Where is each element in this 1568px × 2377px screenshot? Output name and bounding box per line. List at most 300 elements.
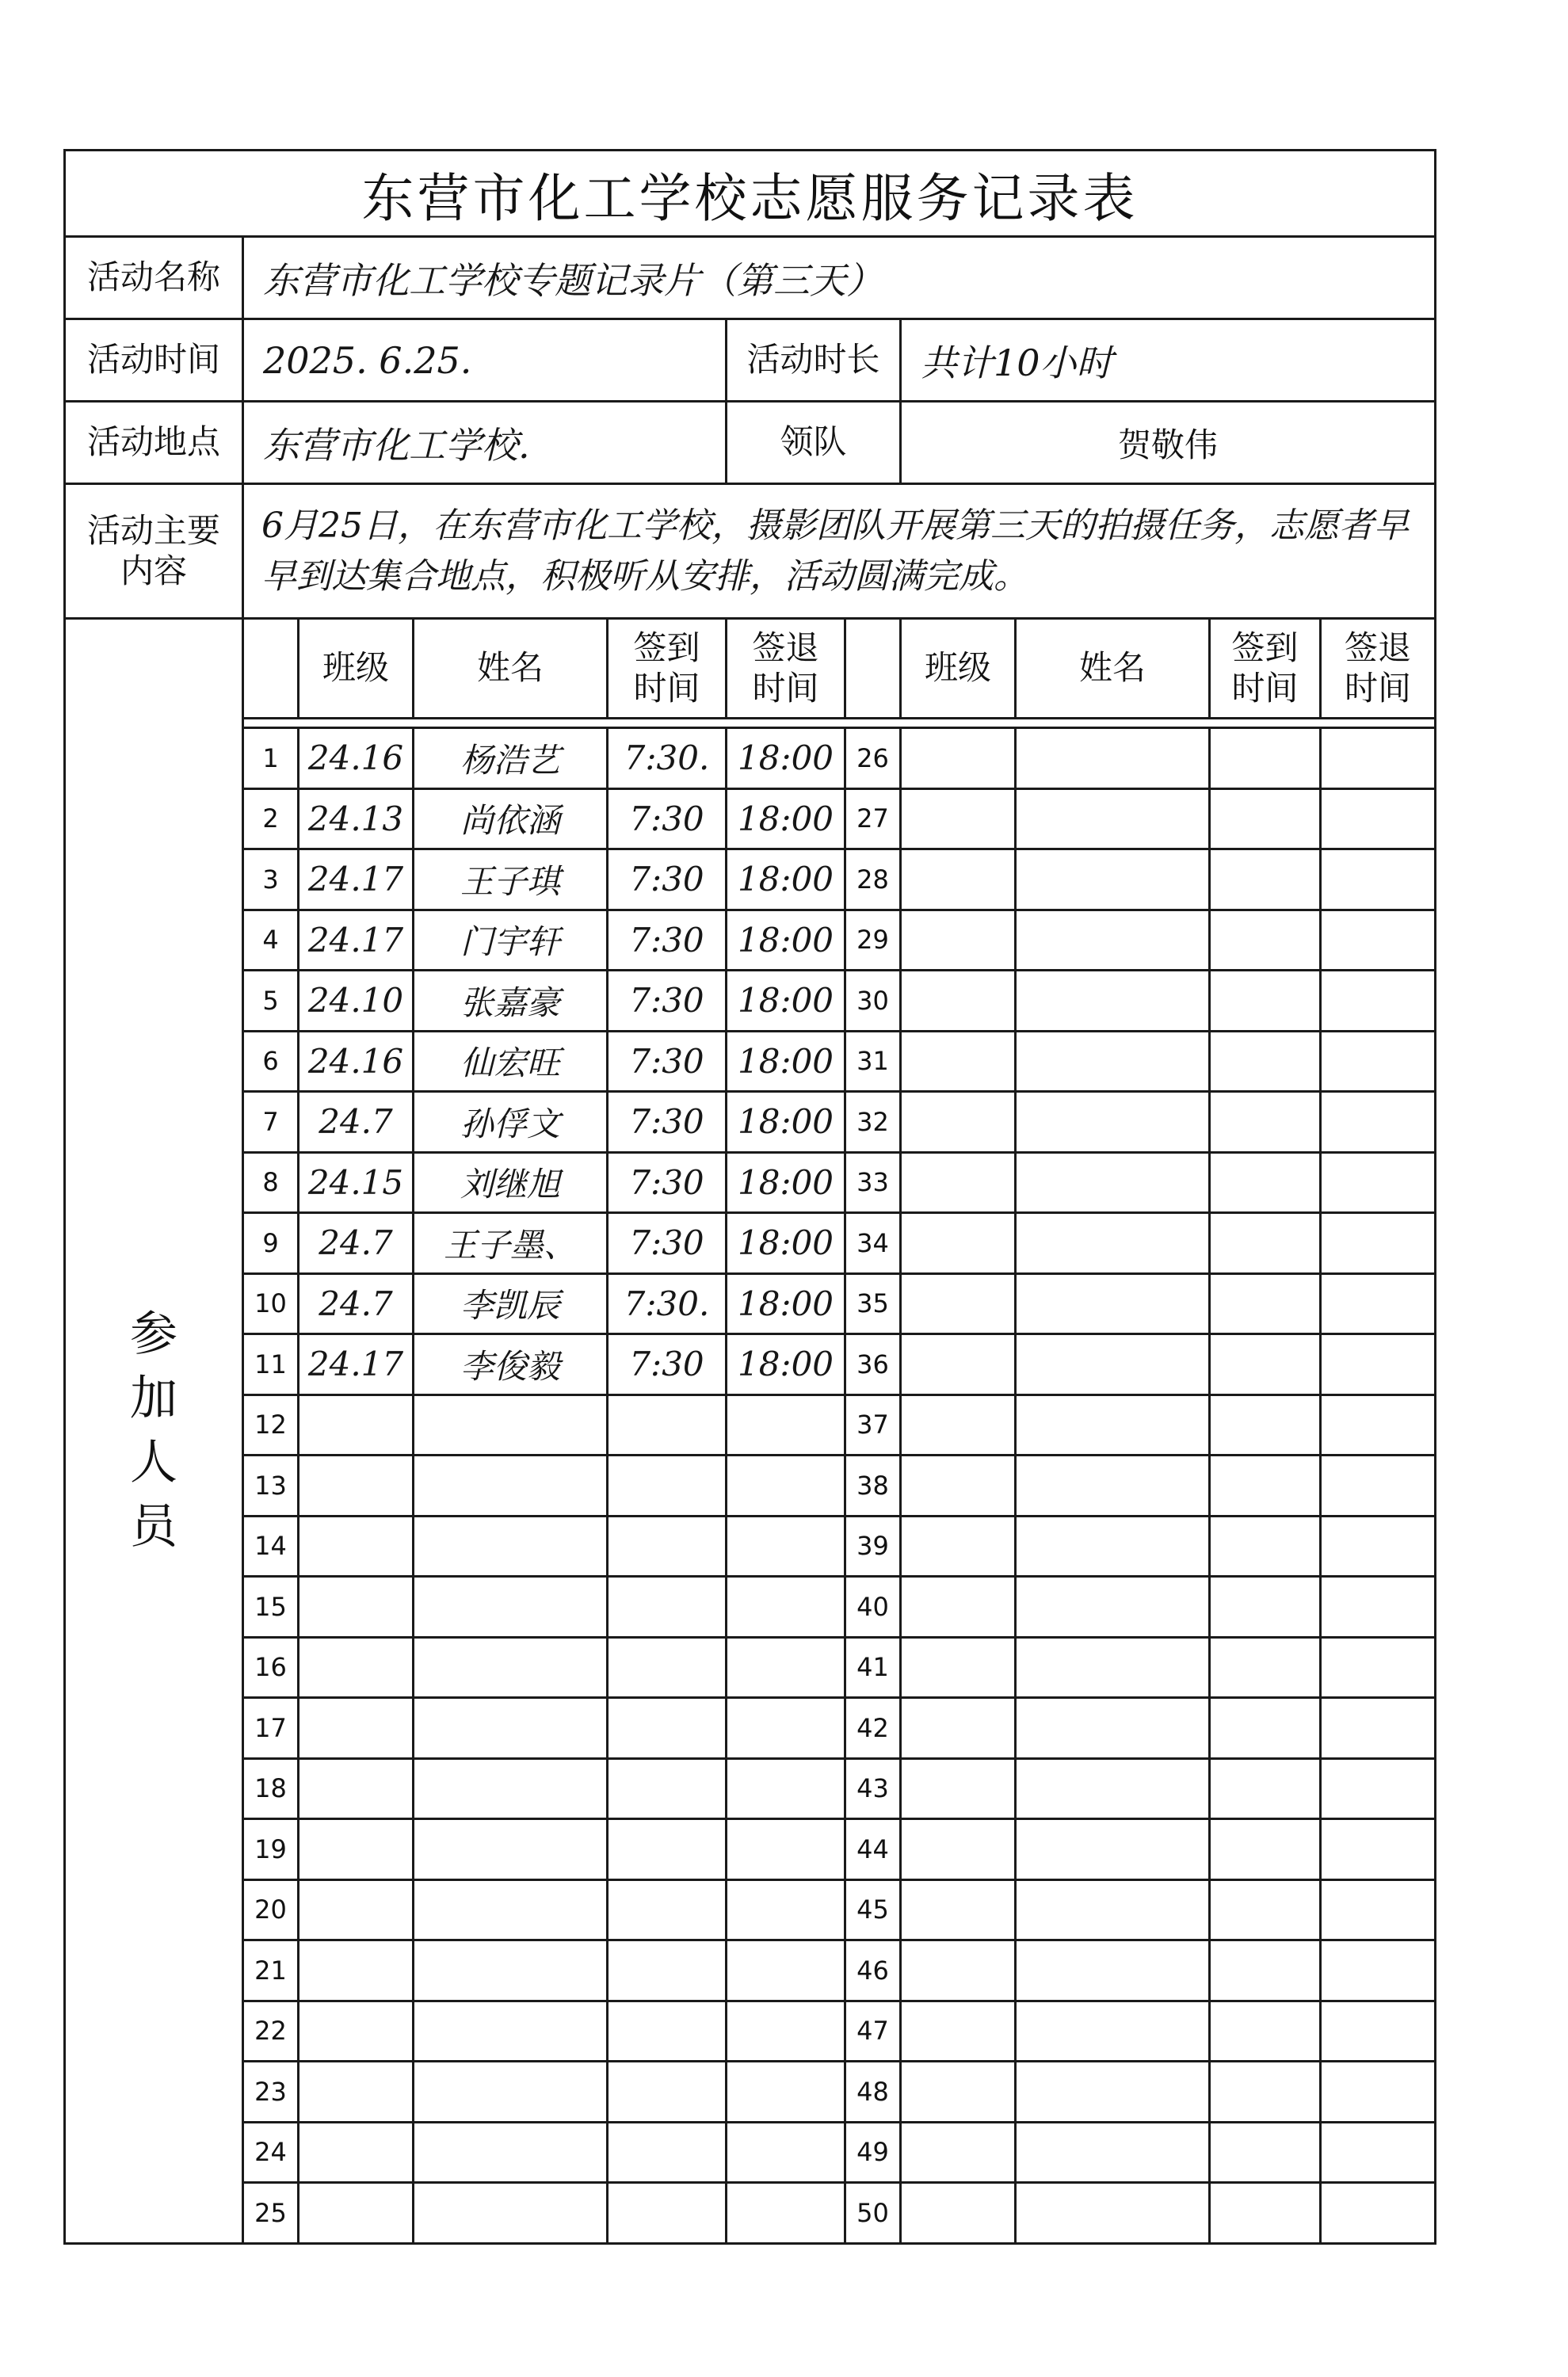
header-sign-in-line2-2: 时间 (1231, 668, 1299, 708)
row-class-2 (901, 1092, 1016, 1153)
table-row (65, 1456, 1436, 1517)
header-sign-in (608, 619, 727, 719)
row-class-2 (901, 2001, 1016, 2062)
table-row (65, 910, 1436, 971)
row-class-2 (901, 1213, 1016, 1274)
row-sign-out (727, 1637, 845, 1698)
row-number-2: 29 (845, 910, 901, 971)
activity-duration-value: 共计10小时 (901, 319, 1436, 402)
row-sign-in-2 (1210, 1152, 1321, 1213)
activity-location-label: 活动地点 (65, 402, 243, 484)
row-name: 门宇轩 (414, 910, 608, 971)
row-sign-out (727, 1516, 845, 1577)
row-number-2: 40 (845, 1577, 901, 1638)
row-number-2: 26 (845, 728, 901, 789)
row-name-2 (1016, 1395, 1210, 1456)
row-name: 仙宏旺 (414, 1031, 608, 1092)
row-sign-in-2 (1210, 1456, 1321, 1517)
row-class-2 (901, 1516, 1016, 1577)
row-name (414, 1516, 608, 1577)
table-row (65, 2062, 1436, 2123)
row-sign-in (608, 2062, 727, 2123)
row-number-2: 27 (845, 788, 901, 849)
row-sign-out: 18:00 (727, 788, 845, 849)
row-sign-out: 18:00 (727, 1334, 845, 1395)
row-name: 孙俘文 (414, 1092, 608, 1153)
table-row (65, 1698, 1436, 1759)
row-name (414, 2122, 608, 2183)
row-sign-out: 18:00 (727, 728, 845, 789)
row-sign-in (608, 1637, 727, 1698)
row-sign-out-2 (1321, 1758, 1436, 1819)
table-row (65, 1273, 1436, 1334)
row-class: 24.7 (299, 1213, 414, 1274)
row-number: 15 (243, 1577, 299, 1638)
row-number-2: 41 (845, 1637, 901, 1698)
row-name-2 (1016, 1516, 1210, 1577)
header-sign-out-2 (1321, 619, 1436, 719)
row-class-2 (901, 728, 1016, 789)
row-sign-in-2 (1210, 1031, 1321, 1092)
row-sign-in (608, 1395, 727, 1456)
row-number: 9 (243, 1213, 299, 1274)
main-content-label-line2: 内容 (120, 551, 187, 590)
header-class-2: 班级 (901, 619, 1016, 719)
row-class-2 (901, 1879, 1016, 1940)
row-name: 刘继旭 (414, 1152, 608, 1213)
row-sign-in (608, 1879, 727, 1940)
row-sign-in: 7:30. (608, 1273, 727, 1334)
row-name-2 (1016, 1273, 1210, 1334)
row-sign-in: 7:30 (608, 910, 727, 971)
row-sign-out: 18:00 (727, 910, 845, 971)
row-name (414, 1456, 608, 1517)
table-row (65, 1758, 1436, 1819)
row-sign-out-2 (1321, 1152, 1436, 1213)
row-sign-out-2 (1321, 971, 1436, 1032)
row-number-2: 49 (845, 2122, 901, 2183)
row-sign-out-2 (1321, 2001, 1436, 2062)
row-name: 李凯辰 (414, 1273, 608, 1334)
row-name (414, 1940, 608, 2001)
row-number-2: 42 (845, 1698, 901, 1759)
header-sign-in-line1: 签到 (633, 628, 700, 668)
header-spacer (243, 719, 1436, 728)
row-number-2: 36 (845, 1334, 901, 1395)
row-name-2 (1016, 1940, 1210, 2001)
row-sign-out: 18:00 (727, 1031, 845, 1092)
row-number-2: 39 (845, 1516, 901, 1577)
table-row (65, 728, 1436, 789)
row-number: 22 (243, 2001, 299, 2062)
row-class (299, 1819, 414, 1880)
row-sign-out: 18:00 (727, 1152, 845, 1213)
row-sign-out-2 (1321, 1092, 1436, 1153)
table-row (65, 1879, 1436, 1940)
row-class-2 (901, 1758, 1016, 1819)
row-number-2: 38 (845, 1456, 901, 1517)
row-name (414, 1637, 608, 1698)
row-number-2: 48 (845, 2062, 901, 2123)
row-number-2: 35 (845, 1273, 901, 1334)
header-number-blank-2 (845, 619, 901, 719)
row-sign-in (608, 1577, 727, 1638)
row-sign-in (608, 2122, 727, 2183)
row-name (414, 2183, 608, 2244)
row-sign-in-2 (1210, 1395, 1321, 1456)
participants-char: 加 (130, 1370, 177, 1426)
row-sign-in (608, 1456, 727, 1517)
row-name-2 (1016, 728, 1210, 789)
row-sign-in-2 (1210, 1637, 1321, 1698)
row-sign-out-2 (1321, 1213, 1436, 1274)
row-class (299, 2001, 414, 2062)
row-sign-in-2 (1210, 1577, 1321, 1638)
row-name (414, 1758, 608, 1819)
row-sign-out: 18:00 (727, 1273, 845, 1334)
row-sign-out-2 (1321, 1698, 1436, 1759)
row-sign-out (727, 2062, 845, 2123)
row-sign-in: 7:30 (608, 1152, 727, 1213)
row-sign-out-2 (1321, 910, 1436, 971)
row-class (299, 1879, 414, 1940)
row-sign-in-2 (1210, 1213, 1321, 1274)
row-sign-in (608, 1758, 727, 1819)
row-sign-in-2 (1210, 1698, 1321, 1759)
header-sign-out-line2: 时间 (752, 668, 819, 708)
row-name-2 (1016, 849, 1210, 910)
row-name: 王子琪 (414, 849, 608, 910)
row-number: 6 (243, 1031, 299, 1092)
table-row (65, 849, 1436, 910)
row-sign-out-2 (1321, 1577, 1436, 1638)
row-name (414, 1395, 608, 1456)
header-sign-out-line1: 签退 (752, 628, 819, 668)
row-class-2 (901, 1395, 1016, 1456)
row-sign-in (608, 2001, 727, 2062)
row-number: 2 (243, 788, 299, 849)
row-number-2: 32 (845, 1092, 901, 1153)
header-class: 班级 (299, 619, 414, 719)
table-row (65, 1152, 1436, 1213)
row-name-2 (1016, 1637, 1210, 1698)
row-sign-out (727, 1577, 845, 1638)
row-sign-out-2 (1321, 1334, 1436, 1395)
row-number: 24 (243, 2122, 299, 2183)
row-name-2 (1016, 1819, 1210, 1880)
row-sign-in (608, 1698, 727, 1759)
row-name: 杨浩艺 (414, 728, 608, 789)
row-sign-out: 18:00 (727, 971, 845, 1032)
row-number: 21 (243, 1940, 299, 2001)
row-number-2: 47 (845, 2001, 901, 2062)
row-class-2 (901, 1577, 1016, 1638)
row-number-2: 46 (845, 1940, 901, 2001)
row-sign-in-2 (1210, 788, 1321, 849)
row-name-2 (1016, 2183, 1210, 2244)
row-class-2 (901, 1637, 1016, 1698)
row-name: 尚依涵 (414, 788, 608, 849)
row-number: 8 (243, 1152, 299, 1213)
row-sign-in (608, 2183, 727, 2244)
row-number: 7 (243, 1092, 299, 1153)
row-sign-in: 7:30 (608, 1213, 727, 1274)
row-name (414, 2062, 608, 2123)
row-class-2 (901, 788, 1016, 849)
row-sign-out (727, 2183, 845, 2244)
row-sign-out-2 (1321, 1940, 1436, 2001)
row-sign-in: 7:30 (608, 1334, 727, 1395)
row-name-2 (1016, 1698, 1210, 1759)
header-sign-in-line1-2: 签到 (1231, 628, 1299, 668)
row-sign-out-2 (1321, 1456, 1436, 1517)
row-number: 14 (243, 1516, 299, 1577)
table-row (65, 1334, 1436, 1395)
participants-char: 人 (130, 1434, 177, 1490)
row-sign-out-2 (1321, 849, 1436, 910)
row-number: 10 (243, 1273, 299, 1334)
team-leader-value: 贺敬伟 (901, 402, 1436, 484)
row-name-2 (1016, 910, 1210, 971)
activity-time-label: 活动时间 (65, 319, 243, 402)
row-name-2 (1016, 1334, 1210, 1395)
row-sign-out-2 (1321, 1819, 1436, 1880)
row-sign-in-2 (1210, 1092, 1321, 1153)
row-class (299, 1698, 414, 1759)
row-sign-in-2 (1210, 2001, 1321, 2062)
row-number-2: 33 (845, 1152, 901, 1213)
row-class-2 (901, 1031, 1016, 1092)
row-name-2 (1016, 1031, 1210, 1092)
row-name-2 (1016, 1758, 1210, 1819)
row-class: 24.13 (299, 788, 414, 849)
row-sign-in: 7:30 (608, 1031, 727, 1092)
row-name-2 (1016, 2122, 1210, 2183)
table-row (65, 1395, 1436, 1456)
row-number: 23 (243, 2062, 299, 2123)
row-number-2: 43 (845, 1758, 901, 1819)
row-class-2 (901, 1334, 1016, 1395)
row-class (299, 1637, 414, 1698)
row-sign-out (727, 1940, 845, 2001)
row-class-2 (901, 2062, 1016, 2123)
row-number: 17 (243, 1698, 299, 1759)
row-class: 24.16 (299, 728, 414, 789)
row-number-2: 31 (845, 1031, 901, 1092)
activity-name-label: 活动名称 (65, 237, 243, 319)
activity-name-value: 东营市化工学校专题记录片（第三天） (243, 237, 1436, 319)
participants-char: 员 (130, 1498, 177, 1555)
main-content-label-line1: 活动主要 (86, 511, 220, 551)
row-number-2: 34 (845, 1213, 901, 1274)
row-class: 24.16 (299, 1031, 414, 1092)
row-class (299, 2183, 414, 2244)
table-row (65, 1031, 1436, 1092)
record-table (63, 149, 1436, 2245)
table-row (65, 2001, 1436, 2062)
table-row (65, 1577, 1436, 1638)
table-row (65, 1819, 1436, 1880)
table-row (65, 971, 1436, 1032)
row-sign-in (608, 1819, 727, 1880)
row-name-2 (1016, 1879, 1210, 1940)
row-sign-in-2 (1210, 1334, 1321, 1395)
table-row (65, 1213, 1436, 1274)
table-row (65, 2122, 1436, 2183)
row-sign-out-2 (1321, 1879, 1436, 1940)
row-class-2 (901, 1152, 1016, 1213)
row-class (299, 1577, 414, 1638)
row-class: 24.7 (299, 1273, 414, 1334)
row-sign-in-2 (1210, 1940, 1321, 2001)
row-sign-out-2 (1321, 2183, 1436, 2244)
row-sign-in-2 (1210, 910, 1321, 971)
row-sign-in: 7:30 (608, 788, 727, 849)
team-leader-label: 领队 (727, 402, 901, 484)
row-name-2 (1016, 1456, 1210, 1517)
row-sign-in-2 (1210, 1879, 1321, 1940)
row-sign-in (608, 1516, 727, 1577)
header-spacer-row (65, 719, 1436, 728)
row-name (414, 1698, 608, 1759)
participants-label (65, 619, 243, 2244)
row-sign-out (727, 1395, 845, 1456)
row-class-2 (901, 971, 1016, 1032)
row-sign-in-2 (1210, 1819, 1321, 1880)
row-name (414, 1879, 608, 1940)
row-class-2 (901, 1940, 1016, 2001)
row-name: 李俊毅 (414, 1334, 608, 1395)
row-sign-in-2 (1210, 2183, 1321, 2244)
row-sign-out: 18:00 (727, 1213, 845, 1274)
row-name-2 (1016, 1152, 1210, 1213)
row-sign-out: 18:00 (727, 1092, 845, 1153)
row-number: 25 (243, 2183, 299, 2244)
row-name-2 (1016, 2062, 1210, 2123)
row-class (299, 2062, 414, 2123)
row-sign-out (727, 1879, 845, 1940)
row-number: 12 (243, 1395, 299, 1456)
row-sign-out (727, 1698, 845, 1759)
row-class: 24.7 (299, 1092, 414, 1153)
row-class (299, 1940, 414, 2001)
header-sign-in-line2: 时间 (633, 668, 700, 708)
table-row (65, 1637, 1436, 1698)
row-number: 11 (243, 1334, 299, 1395)
row-sign-out-2 (1321, 1031, 1436, 1092)
row-class-2 (901, 2183, 1016, 2244)
volunteer-record-form (63, 149, 1434, 2245)
row-class-2 (901, 1456, 1016, 1517)
row-class (299, 1395, 414, 1456)
row-sign-out-2 (1321, 728, 1436, 789)
row-number: 13 (243, 1456, 299, 1517)
row-class: 24.10 (299, 971, 414, 1032)
activity-time-value: 2025. 6.25. (243, 319, 727, 402)
row-class (299, 1516, 414, 1577)
row-sign-in-2 (1210, 971, 1321, 1032)
row-number: 4 (243, 910, 299, 971)
main-content-value: 6月25日，在东营市化工学校，摄影团队开展第三天的拍摄任务，志愿者早早到达集合地点，积极听从安排，活动圆满完成。 (243, 484, 1436, 619)
row-class-2 (901, 1698, 1016, 1759)
row-sign-out-2 (1321, 2062, 1436, 2123)
row-class-2 (901, 849, 1016, 910)
row-sign-out (727, 1758, 845, 1819)
row-class-2 (901, 910, 1016, 971)
header-number-blank (243, 619, 299, 719)
row-sign-out-2 (1321, 1395, 1436, 1456)
row-name-2 (1016, 1213, 1210, 1274)
row-name-2 (1016, 2001, 1210, 2062)
row-sign-out (727, 1819, 845, 1880)
row-name-2 (1016, 971, 1210, 1032)
row-class-2 (901, 1273, 1016, 1334)
row-class: 24.15 (299, 1152, 414, 1213)
row-class: 24.17 (299, 910, 414, 971)
row-sign-in-2 (1210, 728, 1321, 789)
row-sign-in-2 (1210, 2062, 1321, 2123)
table-row (65, 2183, 1436, 2244)
row-sign-out-2 (1321, 1273, 1436, 1334)
row-sign-out-2 (1321, 1516, 1436, 1577)
header-sign-out-line1-2: 签退 (1345, 628, 1412, 668)
table-row (65, 1516, 1436, 1577)
table-row (65, 788, 1436, 849)
table-row (65, 1092, 1436, 1153)
row-number-2: 50 (845, 2183, 901, 2244)
participants-char: 参 (130, 1306, 177, 1362)
form-title: 东营市化工学校志愿服务记录表 (65, 151, 1436, 237)
row-name (414, 1577, 608, 1638)
row-number: 5 (243, 971, 299, 1032)
row-sign-in-2 (1210, 1758, 1321, 1819)
row-number-2: 44 (845, 1819, 901, 1880)
row-class: 24.17 (299, 1334, 414, 1395)
row-class (299, 1758, 414, 1819)
row-name: 王子墨、 (414, 1213, 608, 1274)
row-number: 1 (243, 728, 299, 789)
header-name: 姓名 (414, 619, 608, 719)
table-row (65, 1940, 1436, 2001)
header-sign-out-line2-2: 时间 (1345, 668, 1412, 708)
row-number-2: 37 (845, 1395, 901, 1456)
row-class: 24.17 (299, 849, 414, 910)
row-name-2 (1016, 1577, 1210, 1638)
row-number: 3 (243, 849, 299, 910)
row-sign-in: 7:30 (608, 849, 727, 910)
row-sign-in: 7:30 (608, 971, 727, 1032)
row-sign-in-2 (1210, 849, 1321, 910)
row-name: 张嘉豪 (414, 971, 608, 1032)
row-sign-out (727, 1456, 845, 1517)
row-sign-out-2 (1321, 2122, 1436, 2183)
activity-location-value: 东营市化工学校. (243, 402, 727, 484)
row-number-2: 45 (845, 1879, 901, 1940)
row-sign-in: 7:30. (608, 728, 727, 789)
row-sign-in-2 (1210, 1516, 1321, 1577)
row-sign-in (608, 1940, 727, 2001)
main-content-label (65, 484, 243, 619)
row-sign-in-2 (1210, 1273, 1321, 1334)
row-number-2: 30 (845, 971, 901, 1032)
row-class-2 (901, 2122, 1016, 2183)
row-number: 18 (243, 1758, 299, 1819)
row-sign-out: 18:00 (727, 849, 845, 910)
row-class (299, 2122, 414, 2183)
row-number: 16 (243, 1637, 299, 1698)
row-sign-in-2 (1210, 2122, 1321, 2183)
row-name-2 (1016, 1092, 1210, 1153)
